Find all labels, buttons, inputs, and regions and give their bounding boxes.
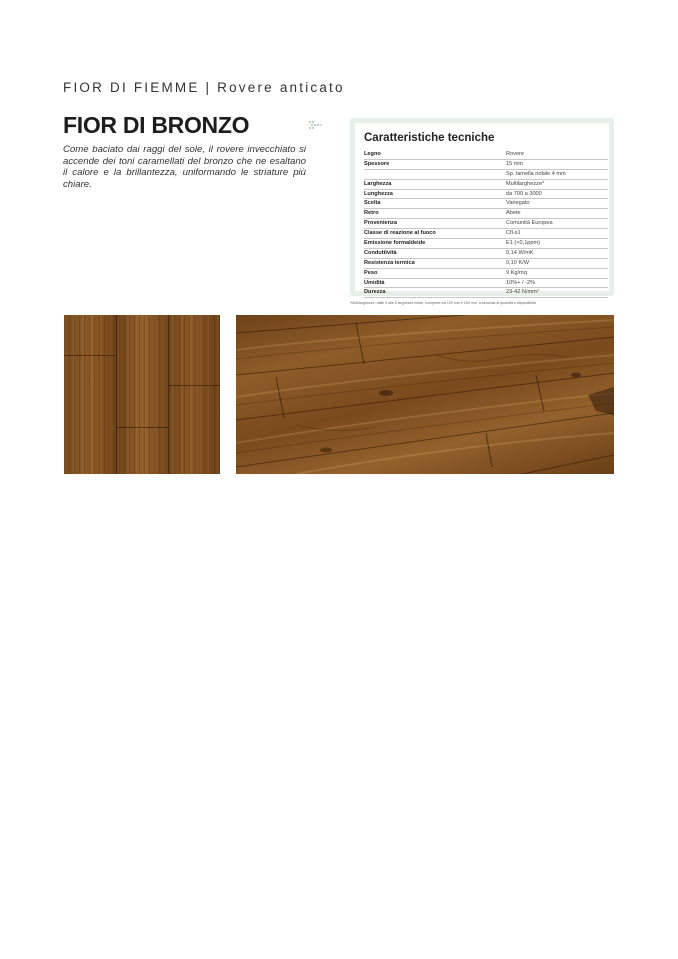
product-description: Come baciato dai raggi del sole, il rovere invecchiato si accende dei toni caramellati del bronzo che ne esaltano il calore e la brillantezza, uniformando le striature più chiare. [63,144,306,190]
spec-key [364,170,506,179]
spec-value: Cfl-s1 [506,230,521,237]
spec-key: Resistenza termica [364,259,415,266]
spec-key: Lunghezza [364,190,393,197]
spec-key: Durezza [364,289,386,296]
spec-row [364,170,608,180]
collection-header: FIOR DI FIEMME | Rovere anticato [63,80,345,95]
technical-specs-card [350,118,614,296]
spec-key: Conduttività [364,249,397,256]
spec-value: da 700 a 3000 [506,190,542,197]
spec-row [364,160,608,170]
spec-key: Classe di reazione al fuoco [364,230,436,237]
specs-table [364,150,608,298]
spec-value: 0,10 K/W [506,259,530,266]
spec-value: 9 Kg/mq [506,269,527,276]
spec-row [364,279,608,289]
spec-value: E1 (<0,1ppm) [506,240,541,247]
spec-value: Variegato [506,200,530,207]
spec-key: Provenienza [364,220,397,227]
spec-row [364,199,608,209]
spec-row [364,239,608,249]
spec-row [364,150,608,160]
spec-row [364,209,608,219]
spec-row [364,269,608,279]
spec-key: Spessore [364,160,390,167]
spec-key: Scelta [364,200,381,207]
spec-key: Umidità [364,279,385,286]
spec-value: 10%+ / -2% [506,279,536,286]
wood-floor-perspective-image [236,315,614,474]
spec-value: 0,14 W/mK [506,249,534,256]
spec-row [364,219,608,229]
product-title: FIOR DI BRONZO [63,112,250,138]
spec-value: Multilarghezze* [506,180,545,187]
spec-value: Sp. lamella nobile 4 mm [506,170,566,177]
spec-value: Rovere [506,151,525,157]
spec-value: Abete [506,210,521,217]
specs-title: Caratteristiche tecniche [364,132,495,144]
spec-key: Peso [364,269,378,276]
spec-row [364,229,608,239]
spec-key: Emissione formaldeide [364,240,426,247]
spec-key: Larghezza [364,180,392,187]
spec-row [364,259,608,269]
spec-value: 23-42 N/mm² [506,289,539,296]
spec-row [364,288,608,298]
spec-row [364,190,608,200]
dots-decoration-icon [308,119,324,131]
spec-row [364,249,608,259]
spec-key: Legno [364,151,381,157]
spec-value: Comunità Europea [506,220,553,227]
spec-value: 15 mm [506,160,524,167]
specs-footnote: *Multilarghezze: dalle 3 alle 5 larghezze miste, comprese tra 100 mm e 200 mm, a seconda di quantità e disponibilità [350,301,536,305]
spec-key: Retro [364,210,379,217]
spec-row [364,180,608,190]
wood-plank-top-view-image [64,315,220,474]
